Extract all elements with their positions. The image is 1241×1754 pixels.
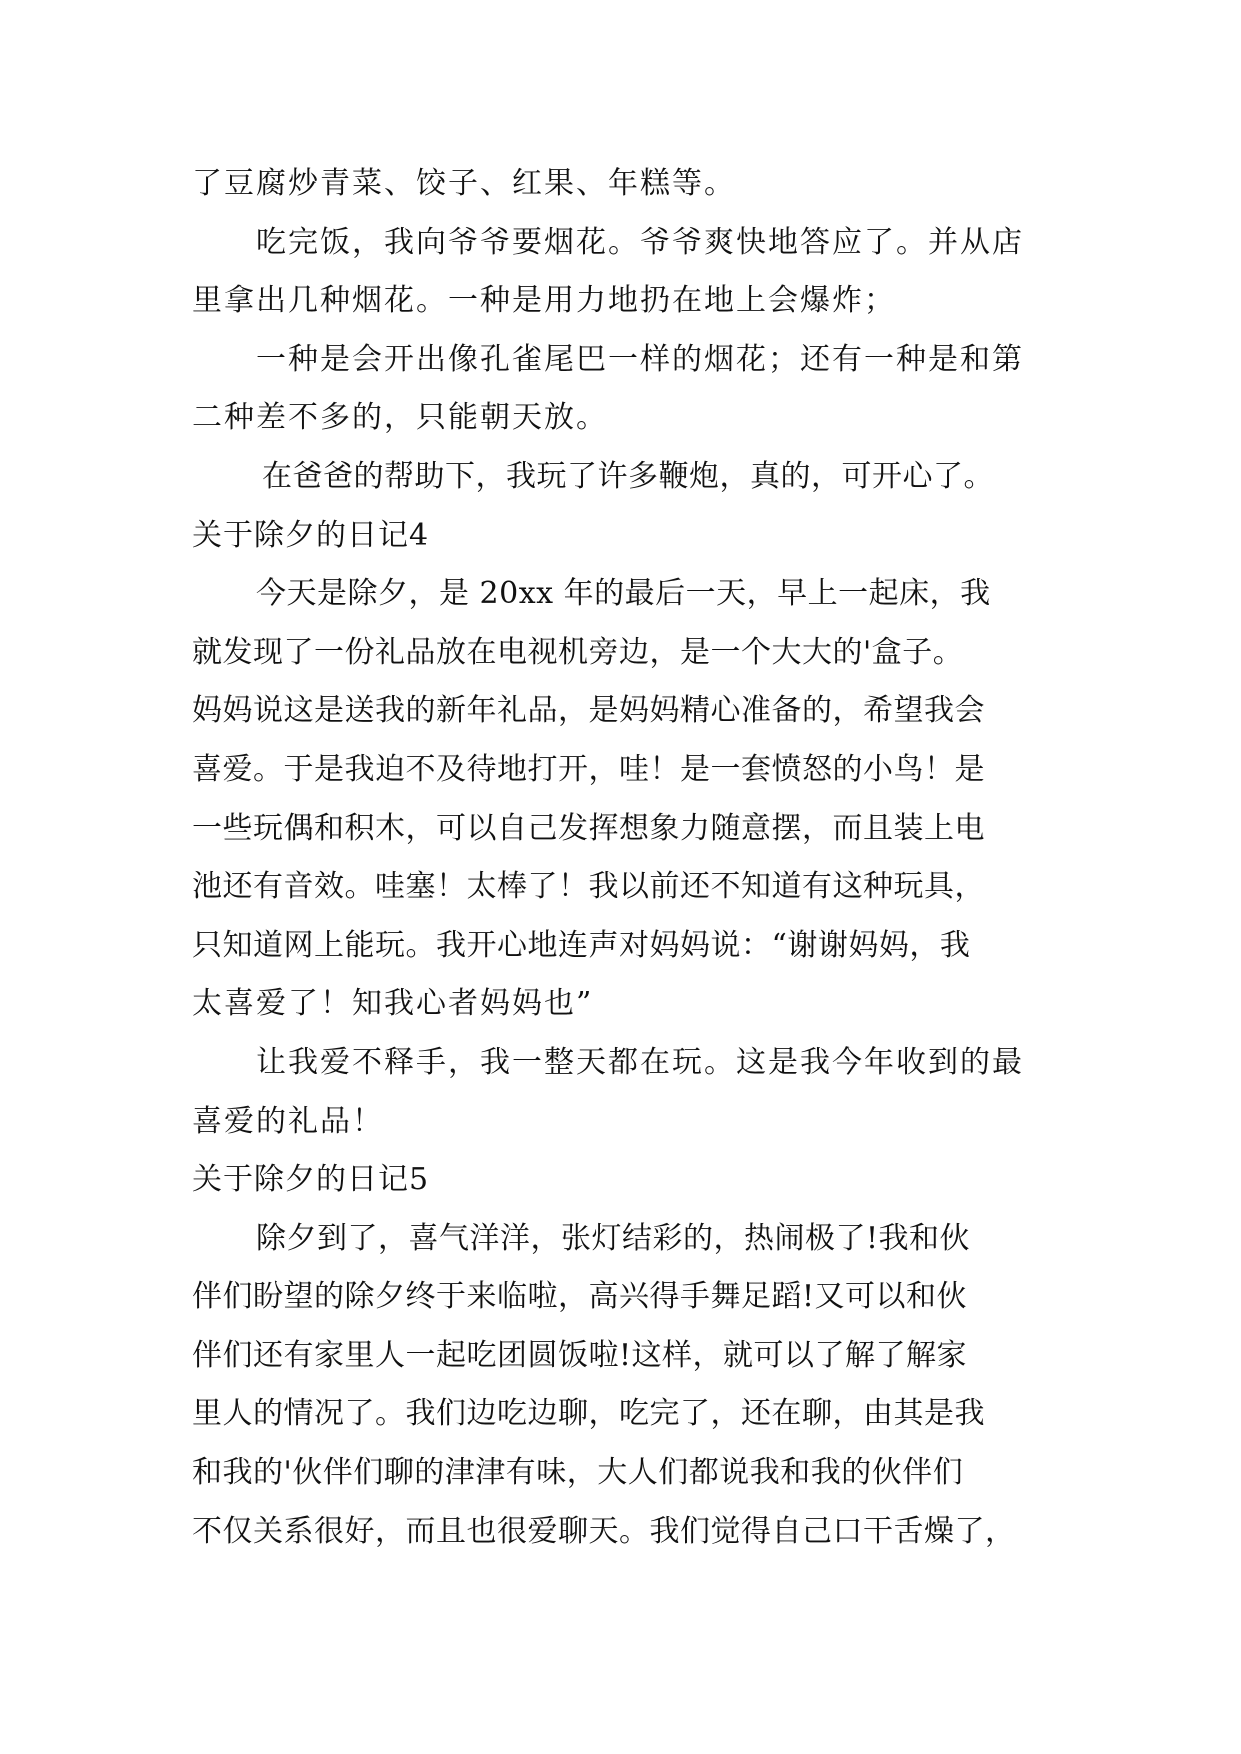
paragraph-start-line: 让我爱不释手，我一整天都在玩。这是我今年收到的最	[256, 1044, 1024, 1080]
text-line: 一些玩偶和积木，可以自己发挥想象力随意摆，而且装上电	[192, 810, 985, 846]
text-line: 和我的'伙伴们聊的津津有味，大人们都说我和我的伙伴们	[192, 1455, 964, 1491]
text-line: 只知道网上能玩。我开心地连声对妈妈说：“谢谢妈妈，我	[192, 927, 971, 963]
text-line: 伴们盼望的除夕终于来临啦，高兴得手舞足蹈!又可以和伙	[192, 1279, 968, 1315]
text-line: 不仅关系很好，而且也很爱聊天。我们觉得自己口干舌燥了，	[192, 1513, 1016, 1549]
text-line: 池还有音效。哇塞！太棒了！我以前还不知道有这种玩具，	[192, 869, 985, 905]
paragraph-start-line: 吃完饭，我向爷爷要烟花。爷爷爽快地答应了。并从店	[256, 224, 1024, 260]
text-line: 太喜爱了！知我心者妈妈也”	[192, 986, 594, 1022]
paragraph-start-line: 除夕到了，喜气洋洋，张灯结彩的，热闹极了!我和伙	[256, 1220, 971, 1256]
diary-text	[192, 155, 1062, 1561]
text-line: 里人的情况了。我们边吃边聊，吃完了，还在聊，由其是我	[192, 1396, 985, 1432]
text-line: 了豆腐炒青菜、饺子、红果、年糕等。	[192, 166, 736, 201]
text-line: 妈妈说这是送我的新年礼品，是妈妈精心准备的，希望我会	[192, 693, 985, 729]
paragraph-start-line: 一种是会开出像孔雀尾巴一样的烟花；还有一种是和第	[256, 341, 1024, 377]
text-line: 就发现了一份礼品放在电视机旁边，是一个大大的'盒子。	[192, 634, 964, 670]
paragraph-start-line: 在爸爸的帮助下，我玩了许多鞭炮，真的，可开心了。	[262, 458, 994, 494]
paragraph-start-line: 今天是除夕，是 20xx 年的最后一天，早上一起床，我	[256, 576, 991, 612]
text-line: 二种差不多的，只能朝天放。	[192, 400, 608, 436]
section-heading-4: 关于除夕的日记4	[192, 517, 430, 553]
text-line: 喜爱的礼品！	[192, 1103, 384, 1139]
section-heading-5: 关于除夕的日记5	[192, 1162, 430, 1198]
text-line: 喜爱。于是我迫不及待地打开，哇！是一套愤怒的小鸟！是	[192, 751, 985, 787]
text-line: 里拿出几种烟花。一种是用力地扔在地上会爆炸；	[192, 283, 896, 319]
text-line: 伴们还有家里人一起吃团圆饭啦!这样，就可以了解了解家	[192, 1337, 968, 1373]
